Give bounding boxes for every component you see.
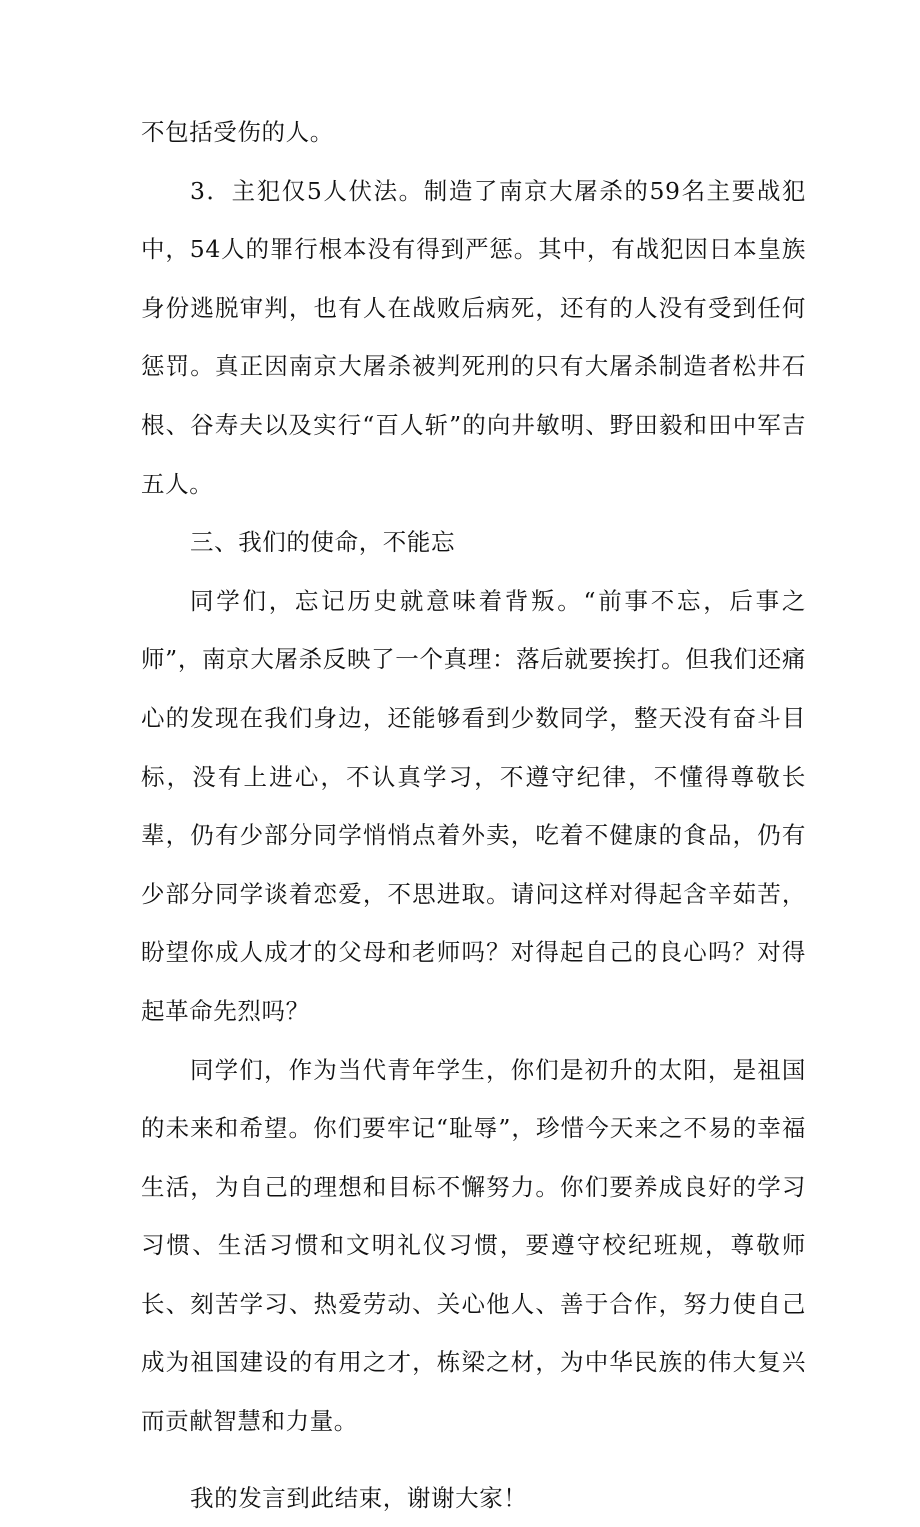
document-page <box>141 103 806 1527</box>
paragraph-continuation: 不包括受伤的人。 <box>141 118 334 146</box>
paragraph-main-culprits: 3．主犯仅5人伏法。制造了南京大屠杀的59名主要战犯中，54人的罪行根本没有得到严惩。其中，有战犯因日本皇族身份逃脱审判，也有人在战败后病死，还有的人没有受到任何惩罚。真正因南京大屠杀被判死刑的只有大屠杀制造者松井石根、谷寿夫以及实行“百人斩”的向井敏明、野田毅和田中军吉五人。 <box>141 176 806 498</box>
section-heading: 三、我们的使命，不能忘 <box>190 528 456 557</box>
paragraph-youth-mission: 同学们，作为当代青年学生，你们是初升的太阳，是祖国的未来和希望。你们要牢记“耻辱”，珍惜今天来之不易的幸福生活，为自己的理想和目标不懈努力。你们要养成良好的学习习惯、生活习惯和文明礼仪习惯，要遵守校纪班规，尊敬师长、刻苦学习、热爱劳动、关心他人、善于合作，努力使自己成为祖国建设的有用之才，栋梁之材，为中华民族的伟大复兴而贡献智慧和力量。 <box>141 1055 806 1436</box>
paragraph-history-warning: 同学们，忘记历史就意味着背叛。“前事不忘，后事之师”，南京大屠杀反映了一个真理：落后就要挨打。但我们还痛心的发现在我们身边，还能够看到少数同学，整天没有奋斗目标，没有上进心，不认真学习，不遵守纪律，不懂得尊敬长辈，仍有少部分同学悄悄点着外卖，吃着不健康的食品，仍有少部分同学谈着恋爱，不思进取。请问这样对得起含辛茹苦，盼望你成人成才的父母和老师吗？对得起自己的良心吗？对得起革命先烈吗？ <box>141 586 806 1025</box>
closing-remark: 我的发言到此结束，谢谢大家！ <box>190 1483 528 1512</box>
